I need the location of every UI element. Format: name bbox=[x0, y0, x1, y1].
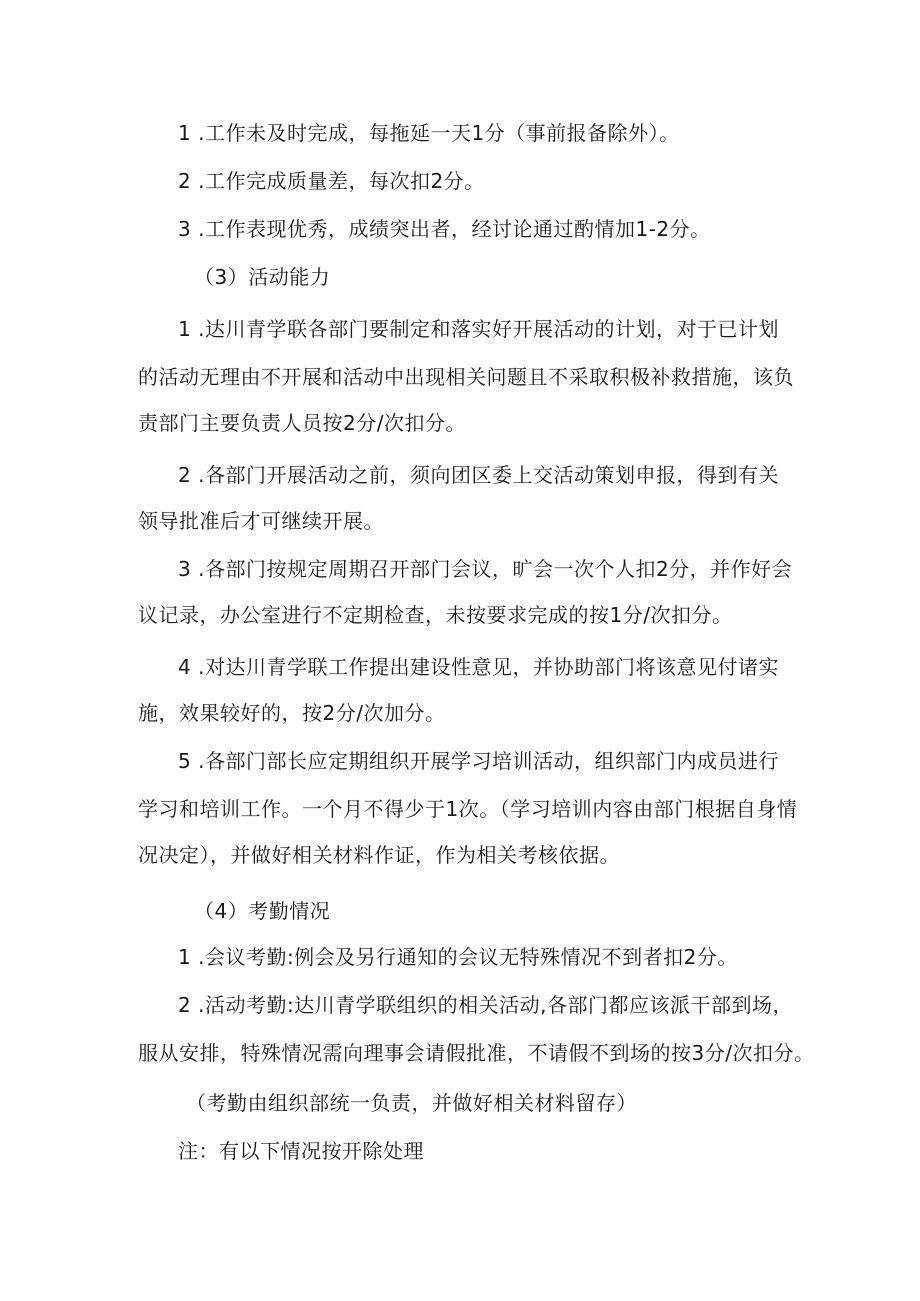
rule-excellent-line: 3 .工作表现优秀，成绩突出者，经讨论通过酌情加1-2分。 bbox=[178, 217, 711, 241]
activity-item-3-line-2: 议记录，办公室进行不定期检查，未按要求完成的按1分/次扣分。 bbox=[138, 603, 733, 627]
activity-item-2-line-1: 2 .各部门开展活动之前，须向团区委上交活动策划申报，得到有关 bbox=[178, 463, 779, 487]
activity-item-4-line-2: 施，效果较好的，按2分/次加分。 bbox=[138, 701, 446, 725]
activity-item-1-line-1: 1 .达川青学联各部门要制定和落实好开展活动的计划，对于已计划 bbox=[178, 317, 779, 341]
activity-item-3-line-1: 3 .各部门按规定周期召开部门会议，旷会一次个人扣2分，并作好会 bbox=[178, 557, 793, 581]
attendance-item-2-line-1: 2 .活动考勤:达川青学联组织的相关活动,各部门都应该派干部到场， bbox=[178, 993, 794, 1017]
attendance-item-2-line-2: 服从安排，特殊情况需向理事会请假批准，不请假不到场的按3分/次扣分。 bbox=[138, 1041, 815, 1065]
activity-item-2-line-2: 领导批准后才可继续开展。 bbox=[138, 509, 384, 533]
rule-quality-line: 2 .工作完成质量差，每次扣2分。 bbox=[178, 169, 485, 193]
activity-item-1-line-3: 责部门主要负责人员按2分/次扣分。 bbox=[138, 411, 466, 435]
activity-item-1-line-2: 的活动无理由不开展和活动中出现相关问题且不采取积极补救措施，该负 bbox=[138, 365, 794, 389]
rule-delay-line: 1 .工作未及时完成，每拖延一天1分（事前报备除外）。 bbox=[178, 121, 680, 145]
attendance-note: （考勤由组织部统一负责，并做好相关材料留存） bbox=[186, 1091, 637, 1115]
expulsion-note: 注：有以下情况按开除处理 bbox=[178, 1139, 424, 1163]
attendance-item-1-line-1: 1 .会议考勤:例会及另行通知的会议无特殊情况不到者扣2分。 bbox=[178, 945, 738, 969]
section-heading-activity: （3）活动能力 bbox=[194, 265, 331, 289]
activity-item-5-line-3: 况决定），并做好相关材料作证，作为相关考核依据。 bbox=[138, 843, 620, 867]
section-heading-attendance: （4）考勤情况 bbox=[194, 899, 331, 923]
activity-item-4-line-1: 4 .对达川青学联工作提出建设性意见，并协助部门将该意见付诸实 bbox=[178, 655, 779, 679]
activity-item-5-line-2: 学习和培训工作。一个月不得少于1次。（学习培训内容由部门根据自身情 bbox=[138, 797, 798, 821]
activity-item-5-line-1: 5 .各部门部长应定期组织开展学习培训活动，组织部门内成员进行 bbox=[178, 749, 779, 773]
